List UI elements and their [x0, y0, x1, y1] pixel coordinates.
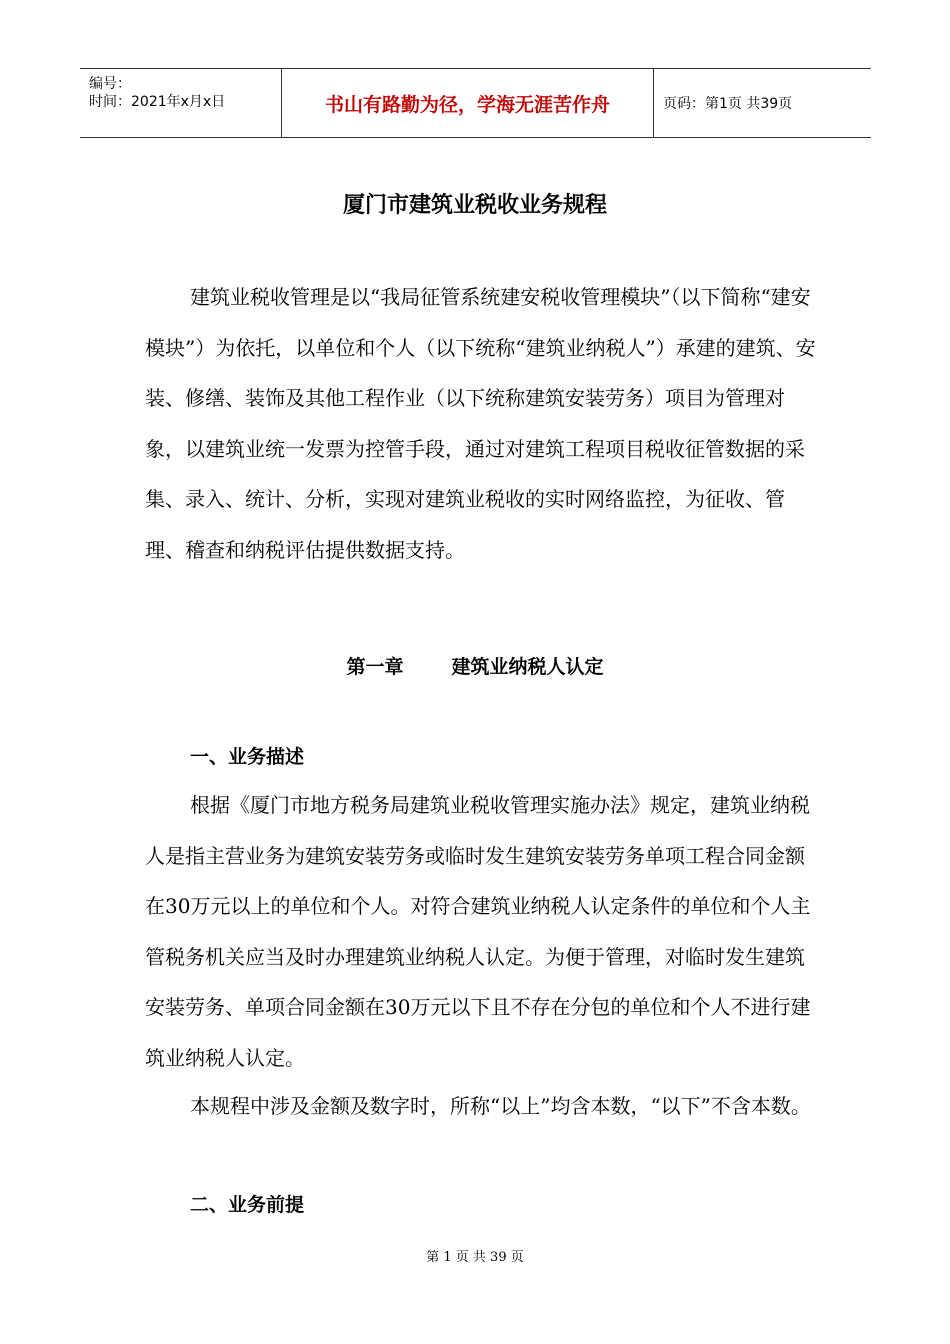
- chapter-name: 建筑业纳税人认定: [451, 656, 604, 678]
- section-heading-1: 一、业务描述: [190, 746, 305, 768]
- section1-paragraph-2: 本规程中涉及金额及数字时，所称“以上”均含本数，“以下”不含本数。: [190, 1094, 811, 1118]
- page-footer: 第 1 页 共 39 页: [426, 1250, 524, 1265]
- document-title: 厦门市建筑业税收业务规程: [342, 193, 607, 218]
- serial-number-label: 编号：: [89, 76, 131, 92]
- date-label: 时间：2021年x月x日: [89, 94, 226, 110]
- section-heading-2: 二、业务前提: [190, 1194, 305, 1216]
- chapter-heading: [0, 652, 950, 679]
- header-motto: 书山有路勤为径，学海无涯苦作舟: [281, 69, 654, 137]
- chapter-number: 第一章: [346, 656, 404, 678]
- section1-paragraph-1: 根据《厦门市地方税务局建筑业税收管理实施办法》规定，建筑业纳税人是指主营业务为建筑安装劳务或临时发生建筑安装劳务单项工程合同金额在30万元以上的单位和个人。对符合建筑业纳税人认定条件的单位和个人主管税务机关应当及时办理建筑业纳税人认定。为便于管理，对临时发生建筑安装劳务、单项合同金额在30万元以下且不存在分包的单位和个人不进行建筑业纳税人认定。: [145, 793, 811, 1070]
- header-meta-cell: [80, 69, 281, 137]
- intro-paragraph: 建筑业税收管理是以“我局征管系统建安税收管理模块”（以下简称“建安模块”）为依托，以单位和个人（以下统称“建筑业纳税人”）承建的建筑、安装、修缮、装饰及其他工程作业（以下统称建筑安装劳务）项目为管理对象，以建筑业统一发票为控管手段，通过对建筑工程项目税收征管数据的采集、录入、统计、分析，实现对建筑业税收的实时网络监控，为征收、管理、稽查和纳税评估提供数据支持。: [145, 285, 816, 562]
- header-page-info: 页码：第1页 共39页: [663, 96, 793, 112]
- page-header: [80, 68, 871, 138]
